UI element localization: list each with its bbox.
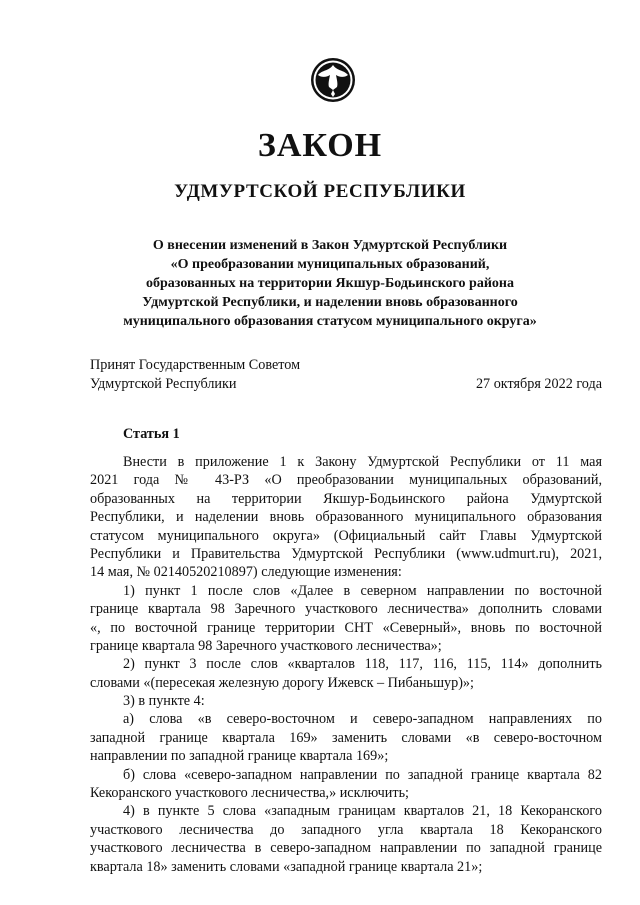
body-line: участкового лесничества до западного угла квартала 18 Кекоранского (90, 821, 602, 838)
adoption-block (90, 356, 602, 393)
body-line: направлении по западной границе квартала 169»; (90, 748, 389, 765)
body-line: участкового лесничества в северо-западном направлении по западной границе (90, 840, 602, 857)
body-line: «, по восточной границе территории СНТ «Северный», вновь по восточной (90, 619, 602, 636)
body-line: 2021 года № 43-РЗ «О преобразовании муниципальных образований, (90, 472, 602, 489)
udmurt-emblem-icon (310, 57, 356, 103)
article-title: Статья 1 (123, 426, 180, 442)
article-body (90, 453, 602, 876)
body-line: 2) пункт 3 после слов «кварталов 118, 117, 116, 115, 114» дополнить (123, 656, 602, 673)
law-heading (100, 236, 560, 331)
heading-line: муниципального образования статусом муниципального округа» (123, 314, 537, 329)
heading-line: Удмуртской Республики, и наделении вновь образованного (142, 295, 518, 310)
body-line: словами «(пересекая железную дорогу Ижевск – Пибаньшур)»; (90, 674, 474, 691)
body-line: 14 мая, № 02140520210897) следующие изменения: (90, 564, 402, 581)
heading-line: О внесении изменений в Закон Удмуртской Республики (152, 238, 508, 253)
body-line: 3) в пункте 4: (123, 693, 205, 710)
heading-line: образованных на территории Якшур-Бодьинского района (146, 276, 514, 291)
body-line: б) слова «северо-западном направлении по западной границе квартала 82 (123, 766, 602, 783)
body-line: 1) пункт 1 после слов «Далее в северном направлении по восточной (123, 582, 602, 599)
body-line: границе квартала 98 Заречного участкового лесничества»; (90, 637, 442, 654)
body-line: квартала 18» заменить словами «западной границе квартала 21»; (90, 858, 483, 875)
body-line: статусом муниципального округа» (Официальный сайт Главы Удмуртской (90, 527, 602, 544)
body-line: Кекоранского участкового лесничества,» исключить; (90, 785, 409, 802)
body-line: образованных на территории Якшур-Бодьинского района Удмуртской (90, 490, 602, 507)
body-line: границе квартала 98 Заречного участкового лесничества» дополнить словами (90, 601, 602, 618)
adoption-date: 27 октября 2022 года (475, 375, 602, 392)
adoption-line: Удмуртской Республики (90, 375, 237, 392)
body-line: а) слова «в северо-восточном и северо-западном направлениях по (123, 711, 602, 728)
body-line: Республики и Правительства Удмуртской Республики (www.udmurt.ru), 2021, (90, 545, 602, 562)
adoption-line: Принят Государственным Советом (90, 357, 301, 373)
heading-line: «О преобразовании муниципальных образований, (170, 257, 490, 272)
law-title: ЗАКОН (257, 127, 383, 164)
law-subtitle: УДМУРТСКОЙ РЕСПУБЛИКИ (174, 181, 466, 202)
body-line: западной границе квартала 169» заменить словами «в северо-восточном (90, 729, 602, 746)
body-line: 4) в пункте 5 слова «западным границам кварталов 21, 18 Кекоранского (123, 803, 602, 820)
body-line: Внести в приложение 1 к Закону Удмуртской Республики от 11 мая (123, 454, 602, 470)
body-line: Республики, и наделении вновь образованного муниципального образования (90, 509, 602, 526)
